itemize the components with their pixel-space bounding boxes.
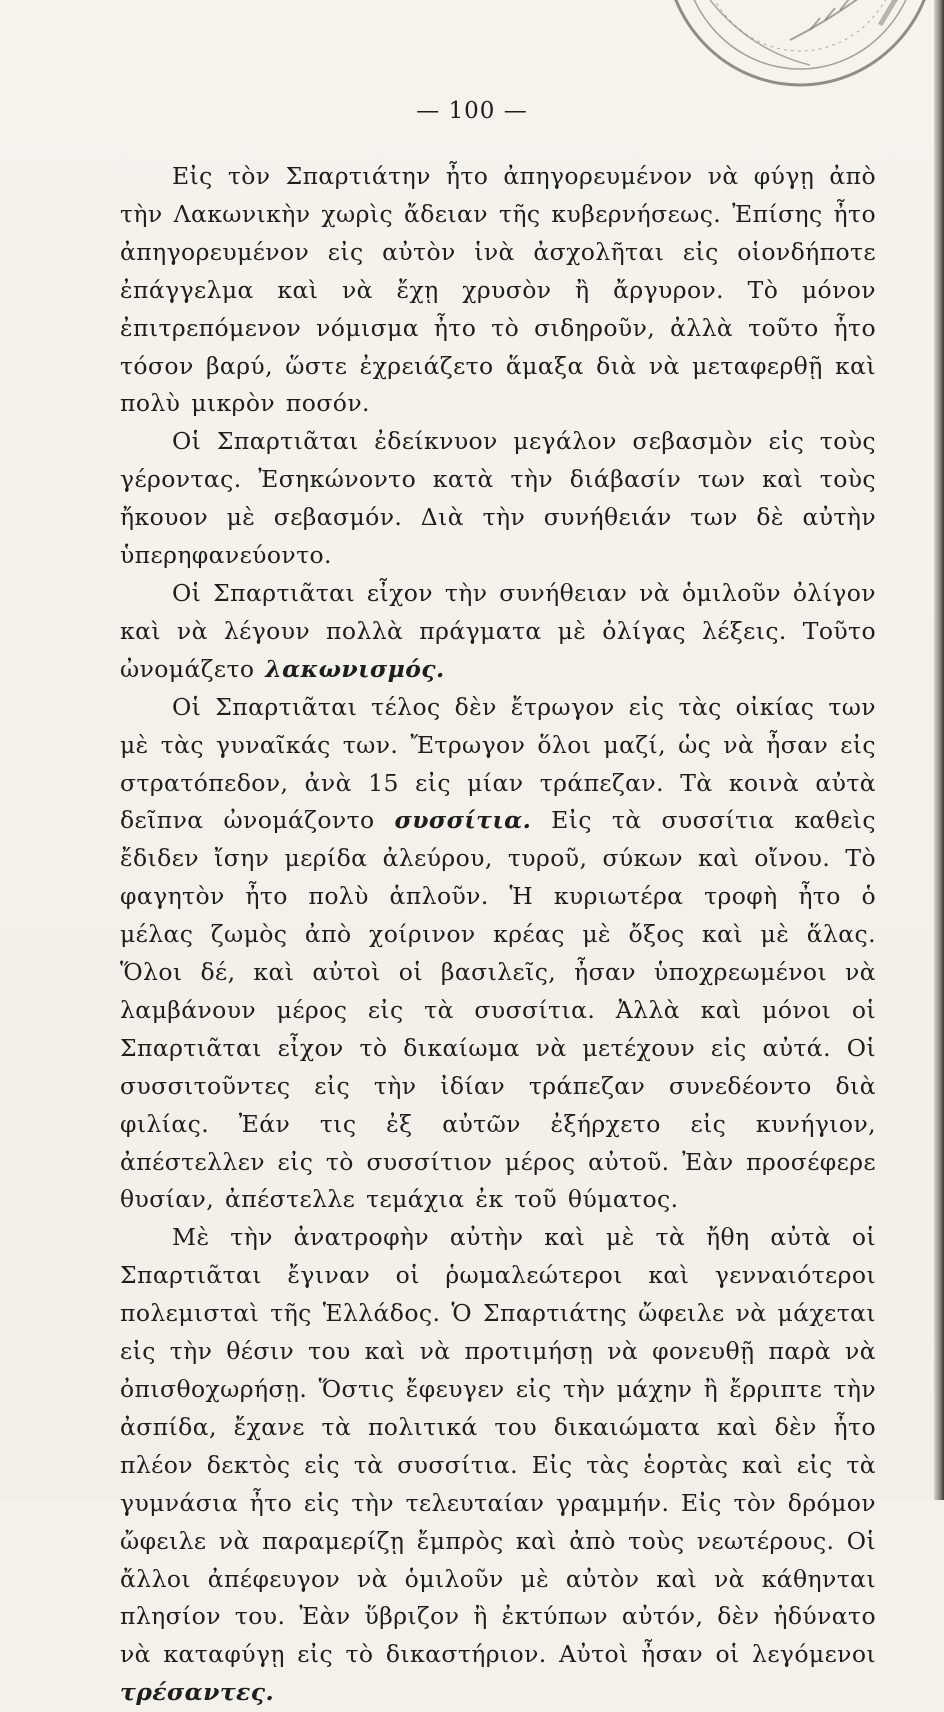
paragraph-text: Εἰς τὸν Σπαρτιάτην ἦτο ἀπηγορευμένον νὰ φύγῃ ἀπὸ τὴν Λακωνικὴν χωρὶς ἄδειαν τῆς κυβερνήσεως. Ἐπίσης ἦτο ἀπηγορευμένον εἰς αὐτὸν ἱνὰ ἀσχολῆται εἰς οἱονδήποτε ἐπάγγελμα καὶ νὰ ἔχῃ χρυσὸν ἢ ἄργυρον. Τὸ μόνον ἐπιτρεπόμενον νόμισμα ἦτο τὸ σιδηροῦν, ἀλλὰ τοῦτο ἦτο τόσον βαρύ, ὥστε ἐχρειάζετο ἅμαξα διὰ νὰ μεταφερθῇ καὶ πολὺ μικρὸν ποσόν. [120, 162, 876, 418]
paragraph [120, 158, 876, 423]
library-stamp-icon [640, 0, 930, 100]
paragraph-text: Οἱ Σπαρτιᾶται εἶχον τὴν συνήθειαν νὰ ὁμιλοῦν ὀλίγον καὶ νὰ λέγουν πολλὰ πράγματα μὲ ὀλίγας λέξεις. Τοῦτο ὠνομάζετο [120, 578, 876, 683]
paragraph-text: Οἱ Σπαρτιᾶται τέλος δὲν ἔτρωγον εἰς τὰς οἰκίας των μὲ τὰς γυναῖκάς των. Ἔτρωγον ὅλοι μαζί, ὡς νὰ ἦσαν εἰς στρατόπεδον, ἀνὰ 15 εἰς μίαν τράπεζαν. Τὰ κοινὰ αὐτὰ δεῖπνα ὠνομάζοντο [120, 692, 876, 835]
paragraph-text: Οἱ Σπαρτιᾶται ἐδείκνυον μεγάλον σεβασμὸν εἰς τοὺς γέροντας. Ἐσηκώνοντο κατὰ τὴν διάβασίν των καὶ τοὺς ἤκουον μὲ σεβασμόν. Διὰ τὴν συνήθειάν των δὲ αὐτὴν ὑπερηφανεύοντο. [120, 427, 876, 570]
term-emphasis: συσσίτια. [394, 806, 532, 835]
paragraph-text: Εἰς τὰ συσσίτια καθεὶς ἔδιδεν ἴσην μερίδα ἀλεύρου, τυροῦ, σύκων καὶ οἴνου. Τὸ φαγητὸν ἦτο πολὺ ἁπλοῦν. Ἡ κυριωτέρα τροφὴ ἦτο ὁ μέλας ζωμὸς ἀπὸ χοίρινον κρέας μὲ ὄξος καὶ μὲ ἅλας. Ὅλοι δέ, καὶ αὐτοὶ οἱ βασιλεῖς, ἦσαν ὑποχρεωμένοι νὰ λαμβάνουν μέρος εἰς τὰ συσσίτια. Ἀλλὰ καὶ μόνοι οἱ Σπαρτιᾶται εἶχον τὸ δικαίωμα νὰ μετέχουν εἰς αὐτά. Οἱ συσσιτοῦντες εἰς τὴν ἰδίαν τράπεζαν συνεδέοντο διὰ φιλίας. Ἐάν τις ἐξ αὐτῶν ἐξήρχετο εἰς κυνήγιον, ἀπέστελλεν εἰς τὸ συσσίτιον μέρος αὐτοῦ. Ἐὰν προσέφερε θυσίαν, ἀπέστελλε τεμάχια ἐκ τοῦ θύματος. [120, 806, 876, 1214]
paragraph [120, 1219, 876, 1712]
term-emphasis: τρέσαντες. [120, 1678, 275, 1707]
paragraph-text: Μὲ τὴν ἀνατροφὴν αὐτὴν καὶ μὲ τὰ ἤθη αὐτὰ οἱ Σπαρτιᾶται ἔγιναν οἱ ῥωμαλεώτεροι καὶ γενναιότεροι πολεμισταὶ τῆς Ἑλλάδος. Ὁ Σπαρτιάτης ὤφειλε νὰ μάχεται εἰς τὴν θέσιν του καὶ νὰ προτιμήσῃ νὰ φονευθῇ παρὰ νὰ ὀπισθοχωρήσῃ. Ὅστις ἔφευγεν εἰς τὴν μάχην ἢ ἔρριπτε τὴν ἀσπίδα, ἔχανε τὰ πολιτικά του δικαιώματα καὶ δὲν ἦτο πλέον δεκτὸς εἰς τὰ συσσίτια. Εἰς τὰς ἑορτὰς καὶ εἰς τὰ γυμνάσια ἦτο εἰς τὴν τελευταίαν γραμμήν. Εἰς τὸν δρόμον ὤφειλε νὰ παραμερίζῃ ἔμπρὸς καὶ ἀπὸ τοὺς νεωτέρους. Οἱ ἄλλοι ἀπέφευγον νὰ ὁμιλοῦν μὲ αὐτὸν καὶ νὰ κάθηνται πλησίον του. Ἐὰν ὕβριζον ἢ ἐκτύπων αὐτόν, δὲν ἠδύνατο νὰ καταφύγῃ εἰς τὸ δικαστήριον. Αὐτοὶ ἦσαν οἱ λεγόμενοι [120, 1223, 876, 1669]
paragraph [120, 689, 876, 1220]
paragraph [120, 423, 876, 575]
page-edge-shadow [934, 0, 944, 1500]
body-text [120, 158, 876, 1712]
page-number: — 100 — [416, 98, 528, 124]
term-emphasis: λακωνισμός. [265, 654, 445, 683]
paragraph [120, 575, 876, 689]
